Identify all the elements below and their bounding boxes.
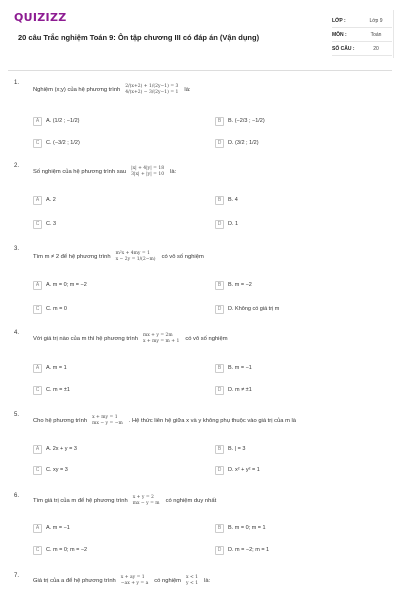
option-a[interactable] (33, 116, 79, 126)
meta-row-count (332, 42, 392, 56)
question-prefix: Số nghiệm của hệ phương trình sau (33, 169, 127, 175)
option-text: D. Không có giá trị m (228, 306, 280, 312)
option-letter: A (33, 524, 42, 533)
question-suffix: là: (204, 578, 211, 584)
option-letter: A (33, 445, 42, 454)
question-suffix: có vô số nghiệm (185, 336, 228, 342)
option-d[interactable] (215, 465, 260, 475)
question-text (33, 415, 296, 427)
question-number: 3. (14, 246, 20, 252)
question-text (33, 495, 216, 507)
equation-line: mx − y = −m (92, 421, 123, 426)
question-number: 5. (14, 412, 20, 418)
question-suffix: . Hệ thức liên hệ giữa x và y không phụ thuộc vào giá trị của m là (128, 418, 297, 424)
option-c[interactable] (33, 138, 80, 148)
option-text: C. m = 0 (46, 306, 67, 312)
option-letter: C (33, 220, 42, 229)
option-letter: A (33, 196, 42, 205)
option-letter: D (215, 466, 224, 475)
option-letter: C (33, 139, 42, 148)
meta-row-class (332, 14, 392, 28)
equation-line: 2/(x+2) + 1/(2y−1) = 3 (125, 84, 179, 89)
question-text (33, 333, 228, 345)
equation-system (125, 84, 178, 96)
option-a[interactable] (33, 280, 87, 290)
question-number: 2. (14, 163, 20, 169)
option-text: A. (1/2 ; −1/2) (46, 118, 80, 124)
question-suffix: là: (184, 87, 191, 93)
option-letter: B (215, 364, 224, 373)
equation-line: y < 1 (186, 581, 199, 586)
option-b[interactable] (215, 195, 238, 205)
option-text: B. (−2/3 ; −1/2) (228, 118, 265, 124)
question-prefix: Tìm m ≠ 2 để hệ phương trình (33, 254, 111, 260)
option-text: C. xy = 3 (46, 467, 68, 473)
meta-label: SỐ CÂU : (332, 45, 355, 52)
equation-line: x < 1 (186, 575, 199, 580)
option-letter: C (33, 386, 42, 395)
option-c[interactable] (33, 385, 70, 395)
option-letter: A (33, 281, 42, 290)
equation-line: mx − y = m (132, 501, 160, 506)
meta-table (332, 14, 392, 56)
quizizz-logo: QUIZIZZ (14, 11, 67, 24)
question-prefix: Cho hệ phương trình (33, 418, 88, 424)
option-letter: A (33, 117, 42, 126)
equation-line: x + my = 1 (92, 415, 118, 420)
option-text: D. x² + y² = 1 (228, 467, 260, 473)
question-number: 1. (14, 80, 20, 86)
equation-system (121, 575, 148, 587)
question-prefix: Nghiệm (x;y) của hệ phương trình (33, 87, 121, 93)
option-c[interactable] (33, 219, 56, 229)
equation-line: x − 2y = 1/(2−m) (115, 257, 156, 262)
question-prefix: Tìm giá trị của m để hệ phương trình (33, 498, 128, 504)
option-letter: D (215, 305, 224, 314)
question-number: 6. (14, 493, 20, 499)
option-letter: D (215, 139, 224, 148)
option-a[interactable] (33, 363, 67, 373)
option-text: D. 1 (228, 221, 239, 227)
option-text: D. (3/2 ; 1/2) (228, 140, 259, 146)
option-b[interactable] (215, 363, 252, 373)
equation-line: 3|x| + |y| = 10 (131, 172, 165, 177)
option-c[interactable] (33, 545, 87, 555)
equation-line: mx + y = 2m (142, 333, 173, 338)
option-letter: A (33, 364, 42, 373)
question-suffix: là: (170, 169, 177, 175)
equation-line: x + ay = 1 (120, 575, 145, 580)
equation-line: −ax + y = a (120, 581, 149, 586)
option-c[interactable] (33, 304, 67, 314)
meta-value: 20 (373, 45, 379, 52)
option-text: B. m = 0; m = 1 (228, 525, 266, 531)
option-text: D. m = −2; m = 1 (228, 547, 270, 553)
option-text: B. 4 (228, 197, 238, 203)
question-prefix: Giá trị của a để hệ phương trình (33, 578, 116, 584)
option-letter: D (215, 386, 224, 395)
option-text: C. (−3/2 ; 1/2) (46, 140, 80, 146)
question-middle: có nghiệm (154, 578, 182, 584)
option-text: A. 2 (46, 197, 56, 203)
option-letter: C (33, 305, 42, 314)
equation-system (92, 415, 123, 427)
equation-line: 4/(x+2) − 3/(2y−1) = 1 (125, 90, 179, 95)
option-b[interactable] (215, 523, 266, 533)
option-letter: D (215, 220, 224, 229)
option-letter: B (215, 117, 224, 126)
meta-row-subject (332, 28, 392, 42)
option-a[interactable] (33, 444, 77, 454)
document-title: 20 câu Trắc nghiệm Toán 9: Ôn tập chương III có đáp án (Vận dụng) (18, 33, 260, 42)
option-a[interactable] (33, 523, 70, 533)
option-text: C. 3 (46, 221, 57, 227)
header-divider (8, 70, 392, 71)
equation-line: |x| + 4|y| = 18 (131, 166, 165, 171)
equation-system (143, 333, 179, 345)
meta-value: Lớp 9 (369, 17, 383, 24)
question-suffix: có vô số nghiệm (161, 254, 204, 260)
option-text: C. m = ±1 (46, 387, 70, 393)
option-d[interactable] (215, 385, 252, 395)
option-letter: B (215, 445, 224, 454)
option-c[interactable] (33, 465, 68, 475)
option-text: A. m = 0; m = −2 (46, 282, 87, 288)
page-header (0, 0, 400, 70)
equation-line: x + y = 2 (132, 495, 154, 500)
question-text (33, 251, 204, 263)
option-b[interactable] (215, 444, 245, 454)
option-b[interactable] (215, 280, 252, 290)
question-suffix: có nghiệm duy nhất (165, 498, 217, 504)
option-d[interactable] (215, 219, 238, 229)
meta-label: LỚP : (332, 17, 346, 24)
option-letter: B (215, 196, 224, 205)
question-text (33, 84, 191, 96)
condition-system (186, 575, 198, 587)
option-letter: C (33, 546, 42, 555)
option-text: B. | = 3 (228, 446, 246, 452)
option-text: B. m = −2 (228, 282, 252, 288)
option-text: B. m = −1 (228, 365, 252, 371)
equation-system (133, 495, 160, 507)
option-letter: B (215, 524, 224, 533)
question-prefix: Với giá trị nào của m thì hệ phương trình (33, 336, 138, 342)
option-d[interactable] (215, 304, 279, 314)
option-text: C. m = 0; m = −2 (46, 547, 88, 553)
equation-system (116, 251, 156, 263)
equation-line: x + my = m + 1 (142, 339, 180, 344)
option-d[interactable] (215, 545, 269, 555)
option-letter: B (215, 281, 224, 290)
option-d[interactable] (215, 138, 259, 148)
question-text (33, 575, 210, 587)
equation-line: m²x + 4my = 1 (115, 251, 150, 256)
option-b[interactable] (215, 116, 265, 126)
option-text: A. m = −1 (46, 525, 70, 531)
question-number: 7. (14, 573, 20, 579)
option-letter: C (33, 466, 42, 475)
equation-system (131, 166, 164, 178)
option-letter: D (215, 546, 224, 555)
option-a[interactable] (33, 195, 56, 205)
meta-label: MÔN : (332, 31, 347, 38)
meta-value: Toán (370, 31, 382, 38)
option-text: A. m = 1 (46, 365, 67, 371)
question-text (33, 166, 176, 178)
question-number: 4. (14, 330, 20, 336)
option-text: D. m ≠ ±1 (228, 387, 252, 393)
option-text: A. 2x + y = 3 (46, 446, 77, 452)
